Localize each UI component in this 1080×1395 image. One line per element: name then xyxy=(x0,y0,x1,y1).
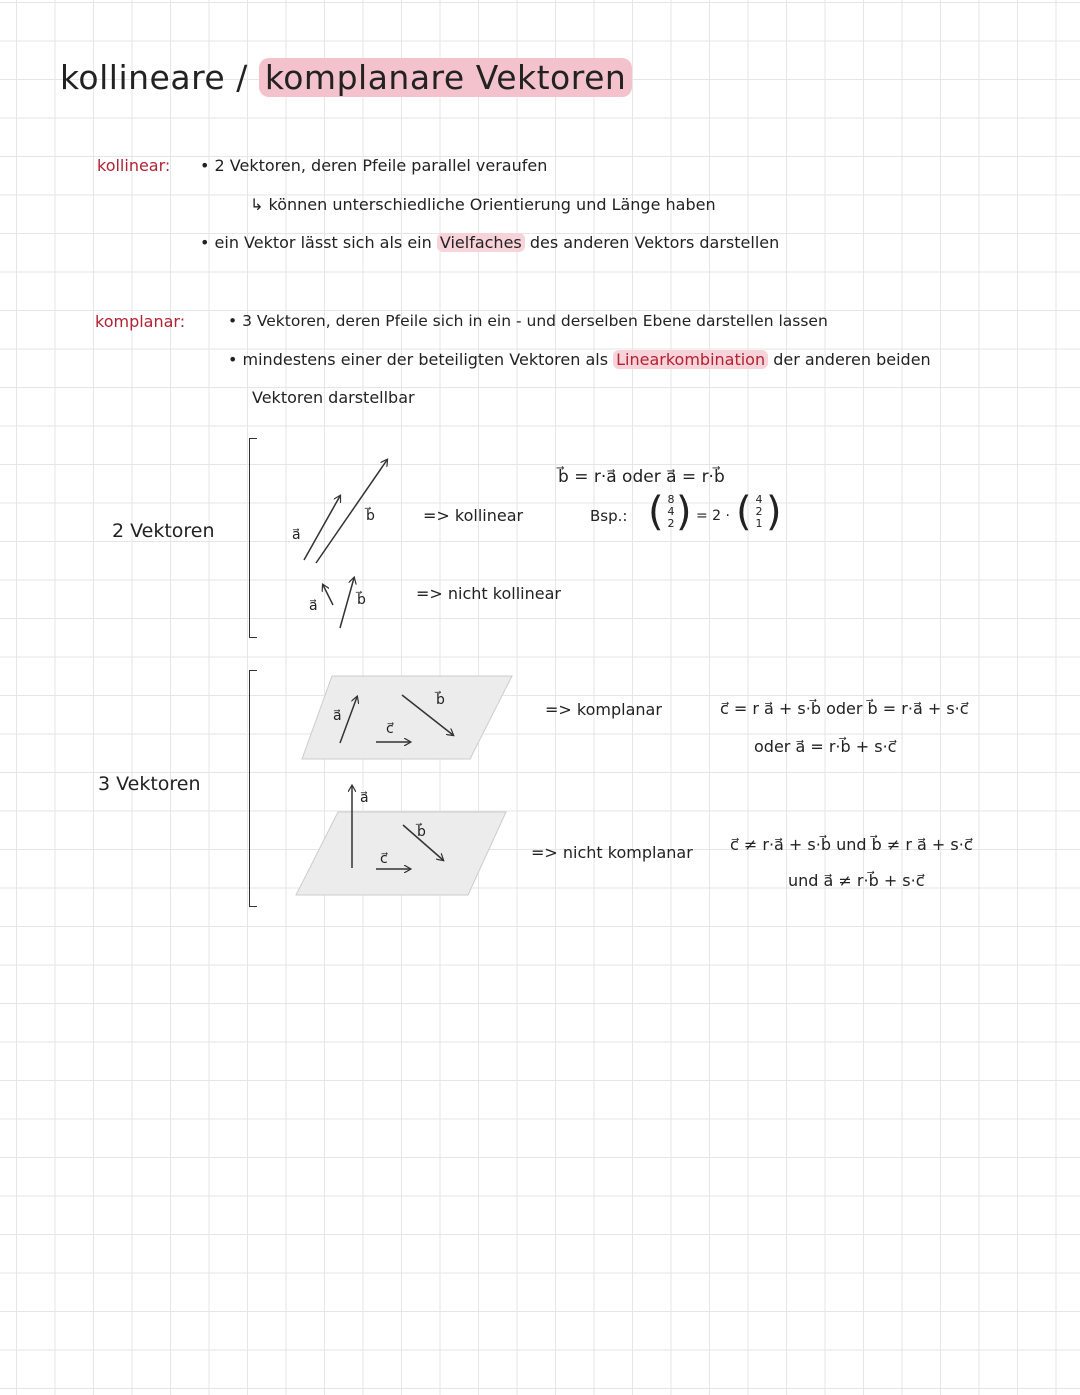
label-a-komplanar: a⃗ xyxy=(333,708,342,724)
label-b-komplanar: b⃗ xyxy=(436,692,445,708)
nicht-kollinear-result: => nicht kollinear xyxy=(416,584,561,603)
example-equals: = 2 · xyxy=(696,508,730,524)
nicht-komplanar-formula-2: und a⃗ ≠ r·b⃗ + s·c⃗ xyxy=(788,871,925,890)
komplanar-label: komplanar: xyxy=(95,312,186,331)
label-a-kollinear: a⃗ xyxy=(292,527,301,543)
label-b-kollinear: b⃗ xyxy=(366,508,375,524)
example-label: Bsp.: xyxy=(590,507,628,525)
label-a-nicht-komplanar: a⃗ xyxy=(360,790,369,806)
kollinear-result: => kollinear xyxy=(423,506,524,525)
nicht-kollinear-arrow-a xyxy=(323,585,333,605)
example-right-paren-open: ( xyxy=(736,489,752,535)
komplanar-formula-1: c⃗ = r a⃗ + s·b⃗ oder b⃗ = r·a⃗ + s·c⃗ xyxy=(720,699,969,718)
label-c-nicht-komplanar: c⃗ xyxy=(380,851,388,867)
komplanar-bullet-2-cont: Vektoren darstellbar xyxy=(252,388,415,407)
kollinear-arrow-b xyxy=(316,460,387,563)
label-c-komplanar: c⃗ xyxy=(386,721,394,737)
example-left-paren-close: ) xyxy=(676,489,692,535)
example-right-paren-close: ) xyxy=(766,489,782,535)
komplanar-b2-post: der anderen beiden xyxy=(768,350,931,369)
example-left-0: 8 xyxy=(667,493,675,506)
kollinear-formula: b⃗ = r·a⃗ oder a⃗ = r·b⃗ xyxy=(558,467,725,487)
kollinear-bullet-1: • 2 Vektoren, deren Pfeile parallel veraufen xyxy=(200,156,548,175)
komplanar-bullet-1: • 3 Vektoren, deren Pfeile sich in ein - und derselben Ebene darstellen lassen xyxy=(228,312,828,330)
example-right-2: 1 xyxy=(755,517,763,530)
example-left-paren-open: ( xyxy=(648,489,664,535)
title-prefix: kollineare / xyxy=(60,58,259,97)
kollinear-label: kollinear: xyxy=(97,156,171,175)
nicht-komplanar-result: => nicht komplanar xyxy=(531,843,693,862)
komplanar-b2-highlight: Linearkombination xyxy=(613,350,768,369)
label-a-nicht: a⃗ xyxy=(309,598,318,614)
title-highlight: komplanare Vektoren xyxy=(259,58,633,97)
three-vectors-label: 3 Vektoren xyxy=(98,773,201,795)
example-right-vector xyxy=(752,494,766,530)
kollinear-b2-pre: • ein Vektor lässt sich als ein xyxy=(200,233,437,252)
example-left-1: 4 xyxy=(667,505,675,518)
nicht-komplanar-plane xyxy=(296,812,506,895)
komplanar-result: => komplanar xyxy=(545,700,662,719)
label-b-nicht-komplanar: b⃗ xyxy=(417,824,426,840)
example-left-2: 2 xyxy=(667,517,675,530)
nicht-komplanar-formula-1: c⃗ ≠ r·a⃗ + s·b⃗ und b⃗ ≠ r a⃗ + s·c⃗ xyxy=(730,835,973,854)
label-b-nicht: b⃗ xyxy=(357,592,366,608)
two-vectors-label: 2 Vektoren xyxy=(112,520,215,542)
kollinear-arrow-a xyxy=(304,496,340,560)
komplanar-b2-pre: • mindestens einer der beteiligten Vektoren als xyxy=(228,350,614,369)
example-right-1: 2 xyxy=(755,505,763,518)
example-right-0: 4 xyxy=(755,493,763,506)
kollinear-b2-highlight: Vielfaches xyxy=(437,233,525,252)
nicht-kollinear-arrow-b xyxy=(340,578,354,628)
kollinear-bullet-1-sub: ↳ können unterschiedliche Orientierung und Länge haben xyxy=(250,195,716,214)
kollinear-b2-post: des anderen Vektors darstellen xyxy=(524,233,780,252)
komplanar-formula-2: oder a⃗ = r·b⃗ + s·c⃗ xyxy=(754,737,897,756)
